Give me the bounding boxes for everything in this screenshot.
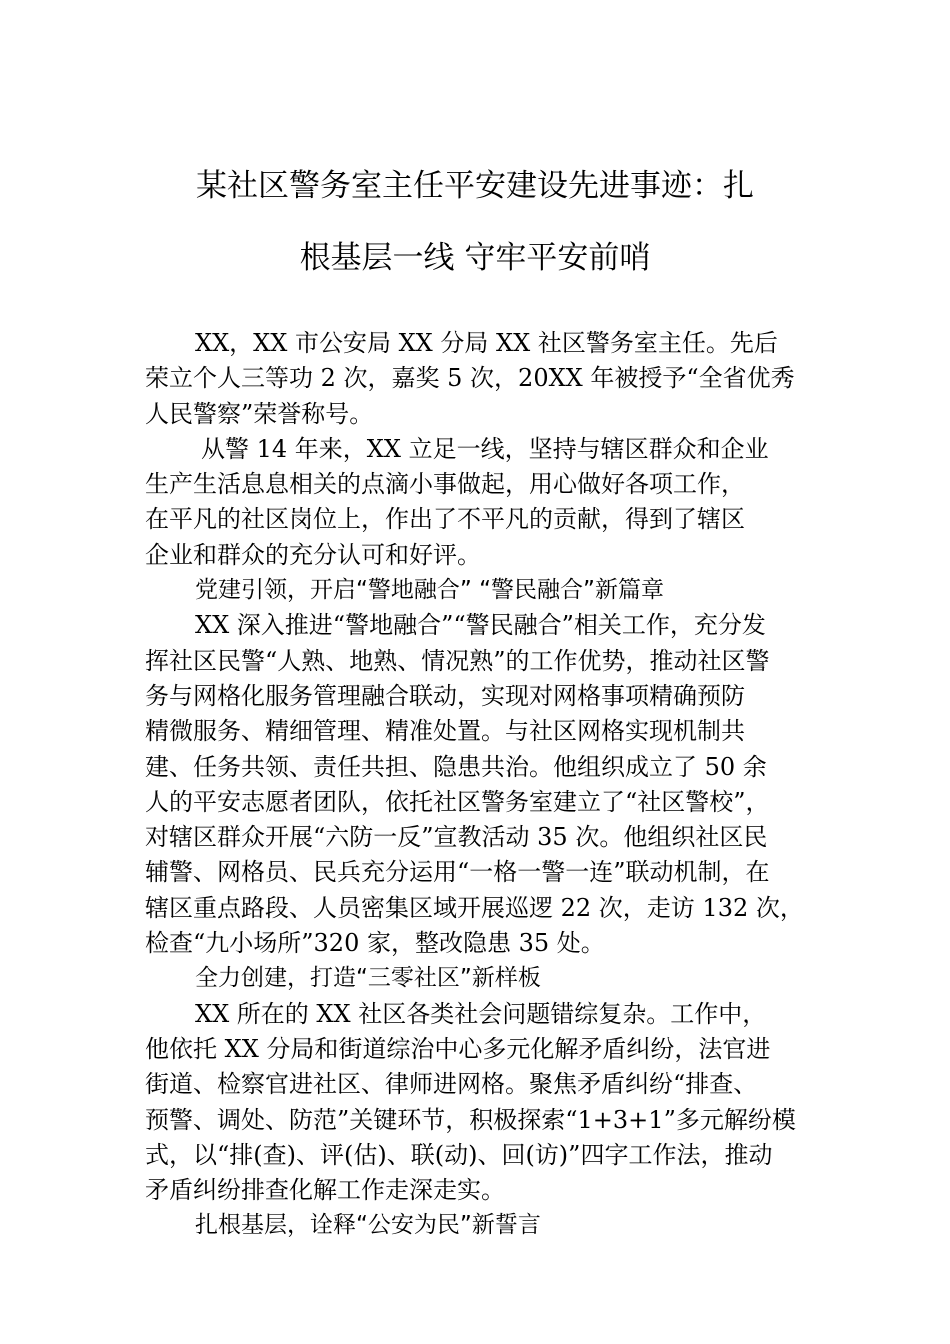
paragraph-line: 建、任务共领、责任共担、隐患共治。他组织成立了 50 余 [145,752,767,781]
paragraph-line: XX，XX 市公安局 XX 分局 XX 社区警务室主任。先后 [195,329,778,357]
paragraph-line: XX 深入推进“警地融合”“警民融合”相关工作，充分发 [195,611,766,640]
paragraph-line: 荣立个人三等功 2 次，嘉奖 5 次，20XX 年被授予“全省优秀 [145,364,795,393]
section-heading: 全力创建，打造“三零社区”新样板 [195,965,541,992]
paragraph-line: 矛盾纠纷排查化解工作走深走实。 [145,1176,505,1205]
paragraph-line: 精微服务、精细管理、精准处置。与社区网格实现机制共 [145,717,745,746]
paragraph-line: 式，以“排(查)、评(估)、联(动)、回(访)”四字工作法，推动 [145,1140,773,1169]
paragraph-line: 企业和群众的充分认可和好评。 [145,540,481,569]
paragraph-line: 辖区重点路段、人员密集区域开展巡逻 22 次，走访 132 次， [145,893,804,922]
paragraph-line: 人的平安志愿者团队，依托社区警务室建立了“社区警校”， [145,787,770,816]
paragraph-line: 从警 14 年来，XX 立足一线，坚持与辖区群众和企业 [201,434,769,463]
paragraph-line: 预警、调处、防范”关键环节，积极探索“1+3+1”多元解纷模 [145,1105,796,1134]
paragraph-line: 人民警察”荣誉称号。 [145,399,374,428]
document-title-line-2: 根基层一线 守牢平安前哨 [299,240,651,276]
paragraph-line: 生产生活息息相关的点滴小事做起，用心做好各项工作， [145,470,745,499]
document-body [145,326,835,1244]
paragraph-line: 在平凡的社区岗位上，作出了不平凡的贡献，得到了辖区 [145,505,745,534]
paragraph-line: 挥社区民警“人熟、地熟、情况熟”的工作优势，推动社区警 [145,646,770,675]
paragraph-line: 务与网格化服务管理融合联动，实现对网格事项精确预防 [145,681,745,710]
document-title-line-1: 某社区警务室主任平安建设先进事迹：扎 [196,168,754,204]
section-heading: 扎根基层，诠释“公安为民”新誓言 [195,1212,541,1239]
paragraph-line: 对辖区群众开展“六防一反”宣教活动 35 次。他组织社区民 [145,823,768,852]
section-heading: 党建引领，开启“警地融合” “警民融合”新篇章 [195,577,664,604]
paragraph-line: XX 所在的 XX 社区各类社会问题错综复杂。工作中， [195,999,767,1028]
paragraph-line: 辅警、网格员、民兵充分运用“一格一警一连”联动机制，在 [145,858,770,887]
paragraph-line: 街道、检察官进社区、律师进网格。聚焦矛盾纠纷“排查、 [145,1070,758,1099]
paragraph-line: 检查“九小场所”320 家，整改隐患 35 处。 [145,929,605,958]
paragraph-line: 他依托 XX 分局和街道综治中心多元化解矛盾纠纷，法官进 [145,1034,771,1063]
